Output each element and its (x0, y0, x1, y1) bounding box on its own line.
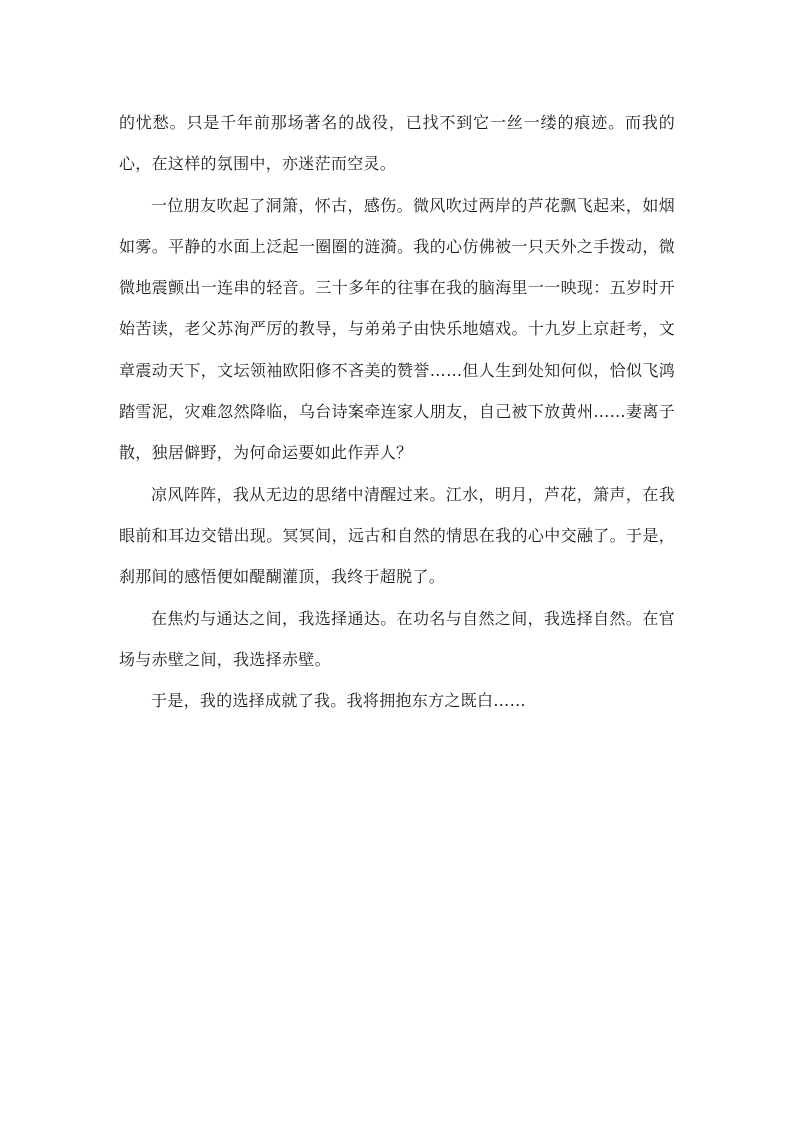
paragraph-3: 凉风阵阵，我从无边的思绪中清醒过来。江水，明月，芦花，箫声，在我眼前和耳边交错出现。冥冥间，远古和自然的情思在我的心中交融了。于是，刹那间的感悟便如醍醐灌顶，我终于超脱了。 (119, 484, 675, 587)
paragraph-5: 于是，我的选择成就了我。我将拥抱东方之既白…… (151, 691, 526, 711)
paragraph-2: 一位朋友吹起了洞箫，怀古，感伤。微风吹过两岸的芦花飘飞起来，如烟如雾。平静的水面上泛起一圈圈的涟漪。我的心仿佛被一只天外之手拨动，微微地震颤出一连串的轻音。三十多年的往事在我的脑海里一一映现：五岁时开始苦读，老父苏洵严厉的教导，与弟弟子由快乐地嬉戏。十九岁上京赶考，文章震动天下，文坛领袖欧阳修不吝美的赞誉……但人生到处知何似，恰似飞鸿踏雪泥，灾难忽然降临，乌台诗案牵连家人朋友，自己被下放黄州……妻离子散，独居僻野，为何命运要如此作弄人？ (119, 195, 675, 463)
paragraph-1: 的忧愁。只是千年前那场著名的战役，已找不到它一丝一缕的痕迹。而我的心，在这样的氛围中，亦迷茫而空灵。 (119, 113, 675, 174)
document-body (119, 102, 675, 721)
paragraph-4: 在焦灼与通达之间，我选择通达。在功名与自然之间，我选择自然。在官场与赤壁之间，我选择赤壁。 (119, 608, 675, 669)
